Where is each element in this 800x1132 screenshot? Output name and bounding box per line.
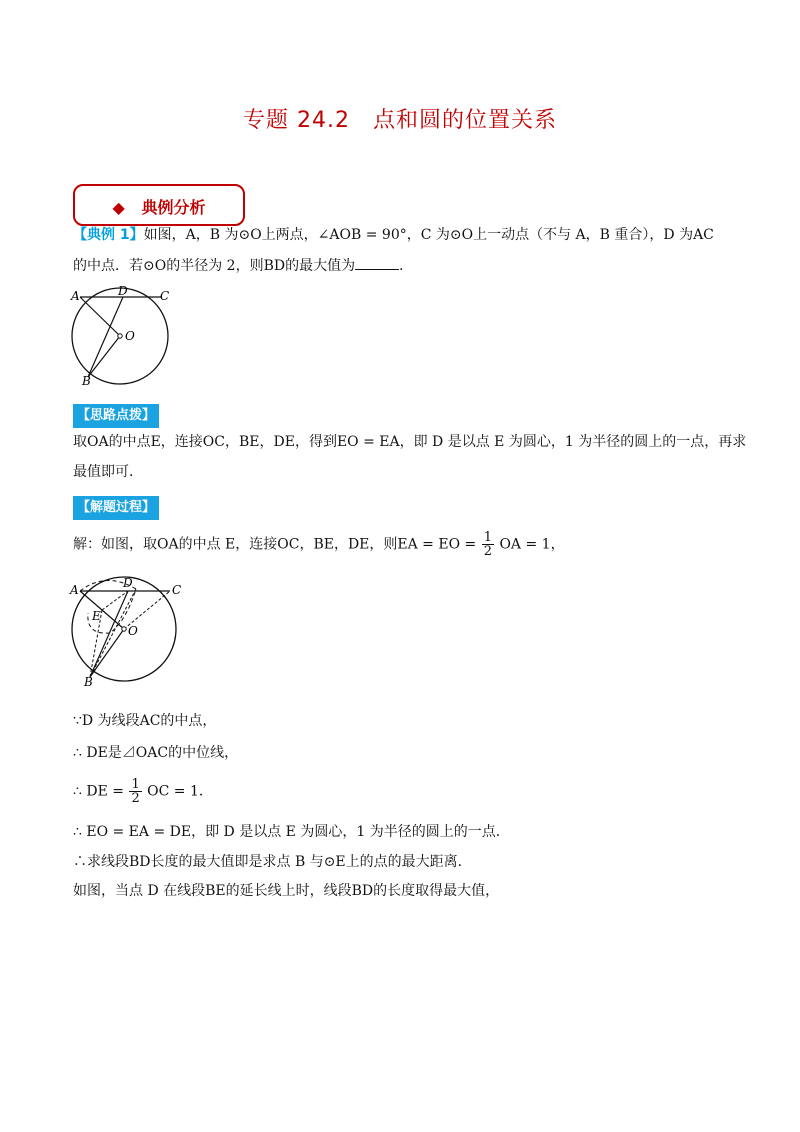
label-d-2: D [123,576,133,590]
fraction-half-2 [129,778,141,805]
label-c: C [160,289,170,303]
hint-tag-row [73,404,159,428]
step-3-end: OC = 1． [147,783,213,800]
label-b: B [82,374,91,387]
hint-line-1: 取OA的中点E，连接OC，BE，DE，得到EO = EA，即 D 是以点 E 为圆心，1 为半径的圆上的一点，再求 [73,434,747,450]
step-2: ∴ DE是⊿OAC的中位线， [73,745,239,761]
solution-text-1: 解：如图，取OA的中点 E，连接OC，BE，DE，则EA = EO = [73,536,477,553]
solution-line-1 [73,531,565,558]
label-b-2: B [84,675,93,689]
solution-tag: 【解题过程】 [73,496,159,520]
example-line-2 [73,255,413,276]
hint-line-2: 最值即可． [73,464,143,480]
label-d: D [118,285,128,298]
fraction-numerator: 1 [483,530,492,545]
fraction-denominator: 2 [483,544,492,559]
example-tag: 【典例 1】 [73,227,144,243]
step-5: ∴求线段BD长度的最大值即是求点 B 与⊙E上的点的最大距离． [73,854,472,870]
example-text-2: 的中点．若⊙O的半径为 2，则BD的最大值为 [73,258,356,274]
label-o: O [125,329,135,343]
segment-ob [88,336,120,377]
label-a: A [71,289,80,303]
section-banner [73,184,245,226]
fraction-numerator-2: 1 [131,777,140,792]
step-3-text: ∴ DE = [73,783,124,800]
step-1: ∵D 为线段AC的中点， [73,713,217,729]
solution-text-1-end: OA = 1， [499,536,565,553]
fraction-half [482,531,494,558]
example-line-1 [73,225,714,245]
step-6: 如图，当点 D 在线段BE的延长线上时，线段BD的长度取得最大值， [73,883,500,899]
hint-tag: 【思路点拨】 [73,404,159,428]
diamond-icon: ◆ [112,198,125,217]
page-title: 专题 24.2 点和圆的位置关系 [243,108,557,133]
label-c-2: C [172,583,182,597]
banner-label: 典例分析 [141,198,206,217]
step-4: ∴ EO = EA = DE，即 D 是以点 E 为圆心，1 为半径的圆上的一点． [73,824,510,840]
figure-1 [68,285,178,387]
segment-ob-2 [90,629,124,677]
banner-label-row [75,195,243,218]
figure-2 [66,575,196,690]
step-3 [73,778,213,805]
example-text-1: 如图，A，B 为⊙O上两点，∠AOB = 90°，C 为⊙O上一动点（不与 A，B 重合），D 为AC [143,227,714,243]
label-e-2: E [92,609,101,623]
fraction-denominator-2: 2 [131,791,140,806]
label-o-2: O [128,624,138,638]
center-point-2 [122,627,126,631]
center-point [118,334,122,338]
label-a-2: A [70,583,79,597]
solution-tag-row [73,496,159,520]
answer-blank [355,255,399,270]
example-text-2-end: ． [399,258,414,274]
